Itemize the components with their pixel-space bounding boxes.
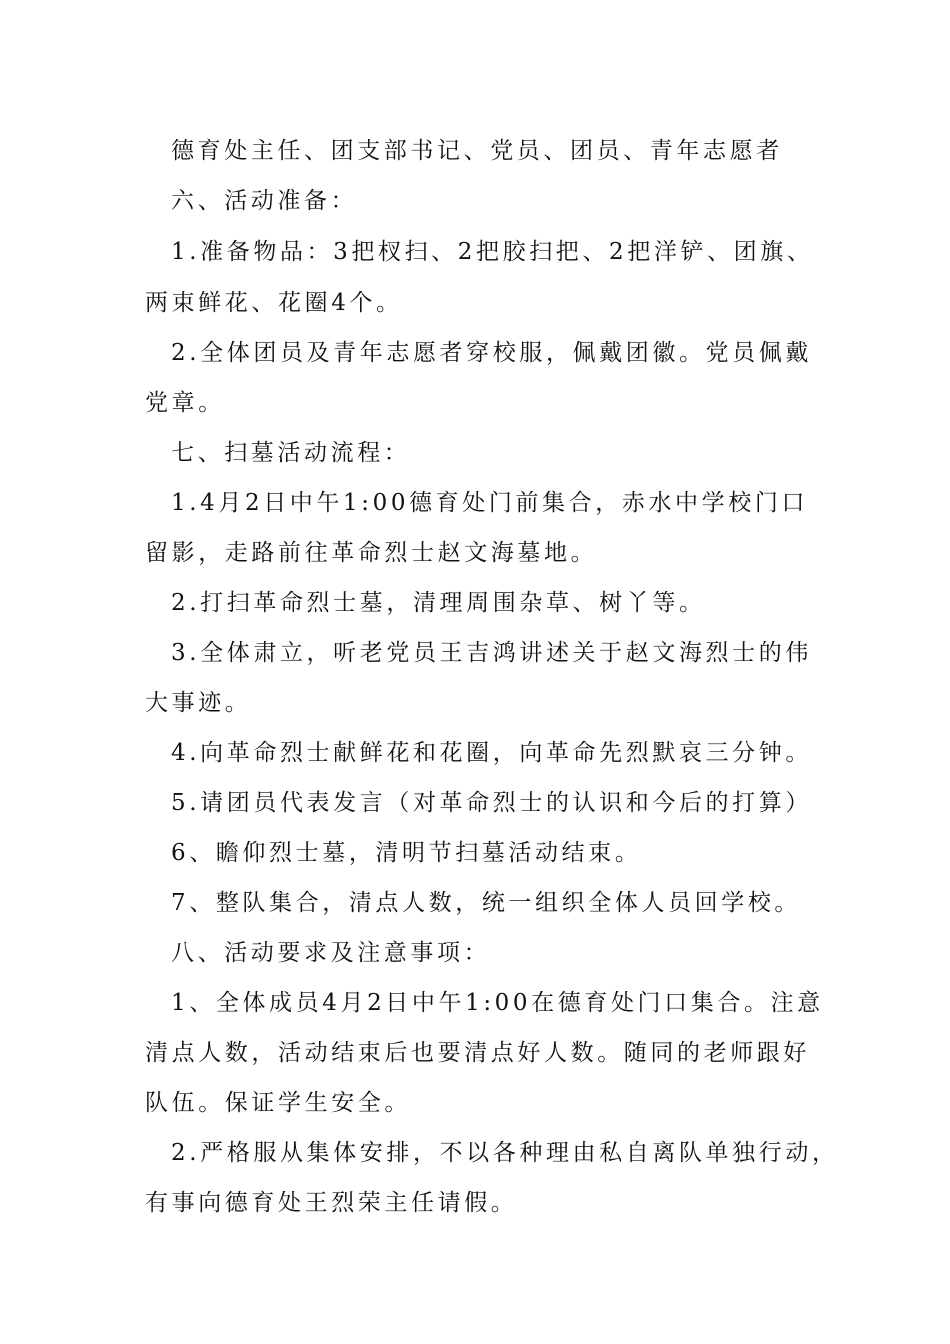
section-heading: 七、扫墓活动流程： <box>171 440 411 466</box>
text-line: 4.向革命烈士献鲜花和花圈，向革命先烈默哀三分钟。 <box>171 740 812 766</box>
text-line: 3.全体肃立，听老党员王吉鸿讲述关于赵文海烈士的伟 <box>171 640 812 666</box>
text-line: 清点人数，活动结束后也要清点好人数。随同的老师跟好 <box>145 1040 810 1066</box>
text-line: 2.严格服从集体安排，不以各种理由私自离队单独行动， <box>171 1140 839 1166</box>
text-line: 留影，走路前往革命烈士赵文海墓地。 <box>145 540 598 566</box>
text-line: 党章。 <box>145 390 225 416</box>
text-line: 5.请团员代表发言（对革命烈士的认识和今后的打算） <box>171 790 812 816</box>
text-line: 队伍。保证学生安全。 <box>145 1090 411 1116</box>
text-line: 1、全体成员4月2日中午1:00在德育处门口集合。注意 <box>171 990 824 1016</box>
section-heading: 六、活动准备： <box>171 188 358 214</box>
text-line: 两束鲜花、花圈4个。 <box>145 290 403 316</box>
text-line: 7、整队集合，清点人数，统一组织全体人员回学校。 <box>171 890 802 916</box>
text-line: 有事向德育处王烈荣主任请假。 <box>145 1190 518 1216</box>
text-line: 德育处主任、团支部书记、党员、团员、青年志愿者 <box>171 138 783 164</box>
text-line: 1.准备物品：3把杈扫、2把胶扫把、2把洋铲、团旗、 <box>171 239 814 265</box>
text-line: 2.全体团员及青年志愿者穿校服，佩戴团徽。党员佩戴 <box>171 340 812 366</box>
text-line: 大事迹。 <box>145 690 252 716</box>
text-line: 6、瞻仰烈士墓，清明节扫墓活动结束。 <box>171 840 642 866</box>
text-line: 1.4月2日中午1:00德育处门前集合，赤水中学校门口 <box>171 490 809 516</box>
section-heading: 八、活动要求及注意事项： <box>171 940 491 966</box>
text-line: 2.打扫革命烈士墓，清理周围杂草、树丫等。 <box>171 590 706 616</box>
